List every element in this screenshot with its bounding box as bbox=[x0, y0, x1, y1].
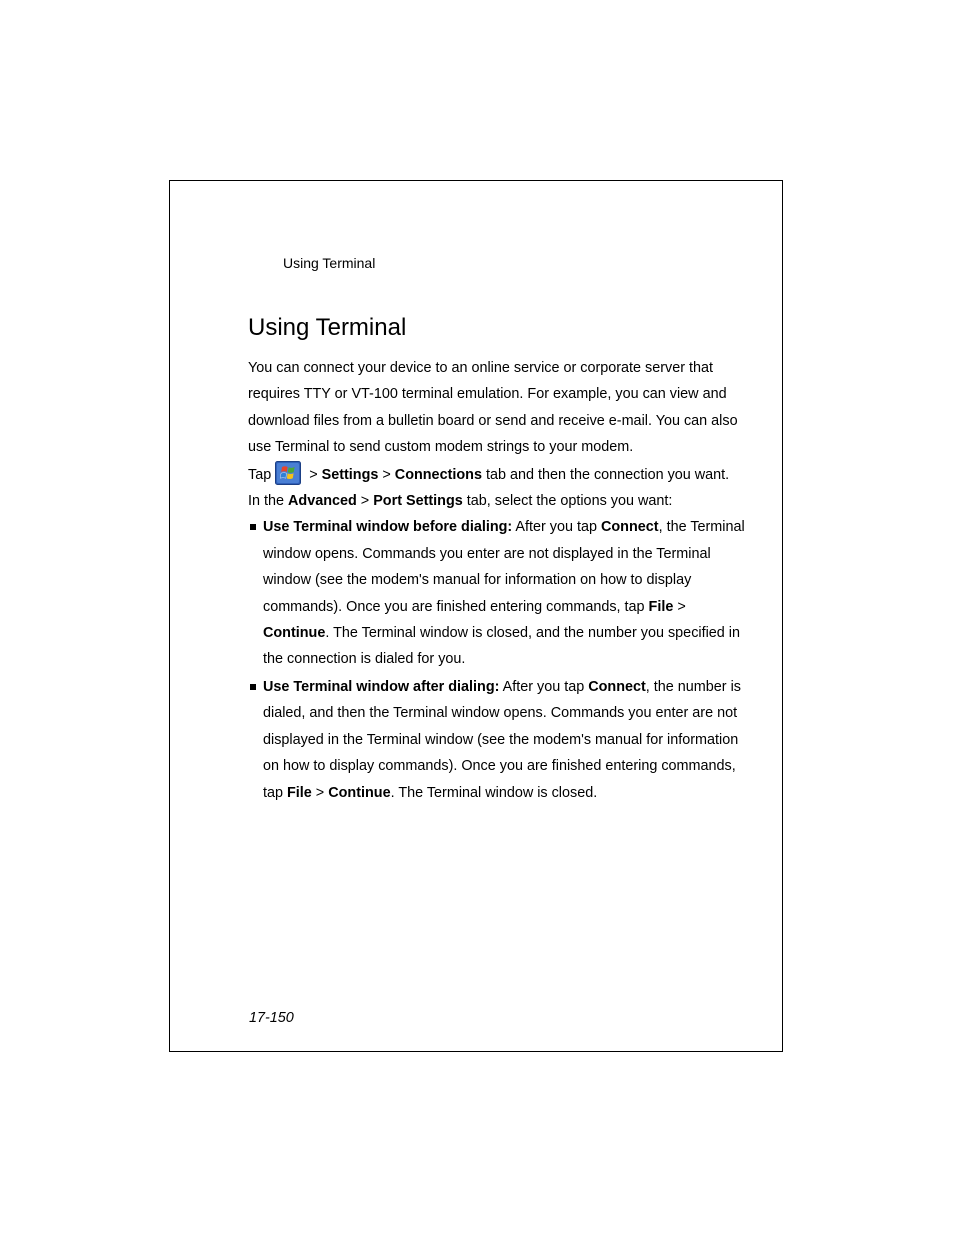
list-item-before-dialing bbox=[248, 514, 748, 672]
square-bullet-icon bbox=[250, 684, 256, 690]
file-menu-label: File bbox=[648, 598, 674, 615]
option-text: . The Terminal window is closed, and the number you specified in the connection is dialed for you. bbox=[263, 625, 740, 668]
running-header: Using Terminal bbox=[283, 255, 376, 271]
section-title: Using Terminal bbox=[248, 314, 407, 341]
menu-separator: > bbox=[673, 598, 686, 615]
advanced-instruction-rest: tab, select the options you want: bbox=[462, 493, 673, 510]
connections-tab-label: Connections bbox=[394, 466, 482, 483]
square-bullet-icon bbox=[250, 524, 256, 530]
tap-instruction bbox=[248, 461, 748, 488]
option-text: After you tap bbox=[499, 678, 589, 695]
menu-separator: > bbox=[305, 466, 322, 483]
settings-menu-label: Settings bbox=[321, 466, 379, 483]
file-menu-label: File bbox=[287, 784, 312, 801]
advanced-tab-label: Advanced bbox=[288, 493, 357, 510]
options-list bbox=[248, 514, 748, 805]
page-number: 17-150 bbox=[249, 1010, 294, 1026]
connect-label: Connect bbox=[601, 519, 659, 536]
option-text: . The Terminal window is closed. bbox=[390, 784, 598, 801]
continue-menu-label: Continue bbox=[328, 784, 391, 801]
tap-instruction-rest: tab and then the connection you want. bbox=[481, 466, 730, 483]
intro-paragraph: You can connect your device to an online service or corporate server that requires TTY or VT-100 terminal emulation. For example, you can view and download files from a bulletin board or send and receive e-mail. You can also use Terminal to send custom modem strings to your modem. bbox=[248, 360, 738, 456]
option-text: , the Terminal window opens. Commands you enter are not displayed in the Terminal window (see the modem's manual for information on how to display commands). Once you are finished entering commands, tap bbox=[263, 519, 745, 615]
menu-separator: > bbox=[311, 784, 329, 801]
menu-separator: > bbox=[356, 493, 374, 510]
list-item-after-dialing bbox=[248, 674, 748, 806]
port-settings-tab-label: Port Settings bbox=[373, 493, 463, 510]
option-label: Use Terminal window after dialing: bbox=[263, 678, 500, 695]
advanced-lead: In the bbox=[248, 493, 289, 510]
menu-separator: > bbox=[378, 466, 395, 483]
windows-start-icon bbox=[275, 461, 301, 485]
option-text: , the number is dialed, and then the Terminal window opens. Commands you enter are not displayed in the Terminal window (see the modem's manual for information on how to display commands). Once you are finished entering commands, tap bbox=[263, 678, 741, 801]
advanced-instruction bbox=[248, 488, 748, 514]
continue-menu-label: Continue bbox=[263, 625, 326, 642]
body-text bbox=[248, 355, 748, 806]
option-label: Use Terminal window before dialing: bbox=[263, 519, 513, 536]
option-text: After you tap bbox=[512, 519, 601, 536]
tap-word: Tap bbox=[248, 466, 272, 483]
connect-label: Connect bbox=[588, 678, 646, 695]
